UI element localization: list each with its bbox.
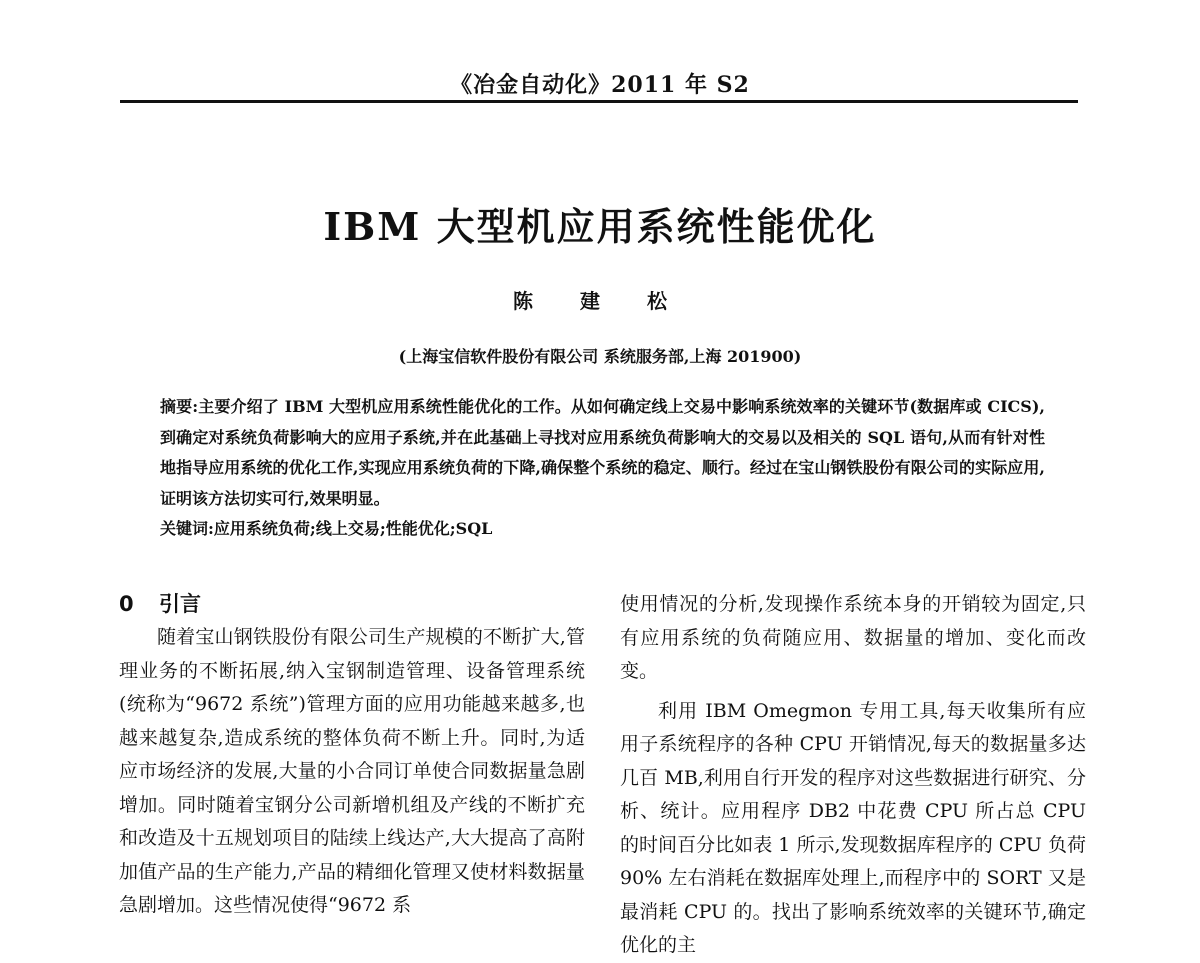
right-paragraph: 利用 IBM Omegmon 专用工具,每天收集所有应用子系统程序的各种 CPU 开销情况,每天的数据量多达几百 MB,利用自行开发的程序对这些数据进行研究、分析、统计。应用程序 DB2 中花费 CPU 所占总 CPU 的时间百分比如表 1 所示,发现数据库程序的 CPU 负荷 90% 左右消耗在数据库处理上,而程序中的 SORT 又是最消耗 CPU 的。找出了影响系统效率的关键环节,确定优化的主 [620,699,1086,956]
abstract-label: 摘要: [160,397,199,416]
abstract-block [160,392,1045,545]
header-rule [120,100,1078,103]
author-affiliation: (上海宝信软件股份有限公司 系统服务部,上海 201900) [398,347,802,366]
abstract-text: 主要介绍了 IBM 大型机应用系统性能优化的工作。从如何确定线上交易中影响系统效率的关键环节(数据库或 CICS),到确定对系统负荷影响大的应用子系统,并在此基础上寻找对应用系统负荷影响大的交易以及相关的 SQL 语句,从而有针对性地指导应用系统的优化工作,实现应用系统负荷的下降,确保整个系统的稳定、顺行。经过在宝山钢铁股份有限公司的实际应用,证明该方法切实可行,效果明显。 [160,397,1045,508]
right-column [620,588,1086,963]
left-paragraph: 随着宝山钢铁股份有限公司生产规模的不断扩大,管理业务的不断拓展,纳入宝钢制造管理、设备管理系统(统称为“9672 系统”)管理方面的应用功能越来越多,也越来越复杂,造成系统的整体负荷不断上升。同时,为适应市场经济的发展,大量的小合同订单使合同数据量急剧增加。同时随着宝钢分公司新增机组及产线的不断扩充和改造及十五规划项目的陆续上线达产,大大提高了高附加值产品的生产能力,产品的精细化管理又使材料数据量急剧增加。这些情况使得“9672 系 [119,626,585,916]
abstract-paragraph [160,392,1045,514]
author-name: 陈 建 松 [513,289,687,313]
keywords-text: 应用系统负荷;线上交易;性能优化;SQL [213,519,493,538]
section-heading [119,588,585,621]
left-column [119,588,585,923]
journal-header: 《冶金自动化》2011 年 S2 [450,72,750,98]
keywords-label: 关键词: [160,519,214,538]
article-title: IBM 大型机应用系统性能优化 [323,204,877,249]
section-number: 0 [119,592,134,616]
right-paragraph-continued: 使用情况的分析,发现操作系统本身的开销较为固定,只有应用系统的负荷随应用、数据量的增加、变化而改变。 [620,593,1086,682]
section-title: 引言 [159,592,201,616]
keywords-paragraph [160,514,1045,545]
